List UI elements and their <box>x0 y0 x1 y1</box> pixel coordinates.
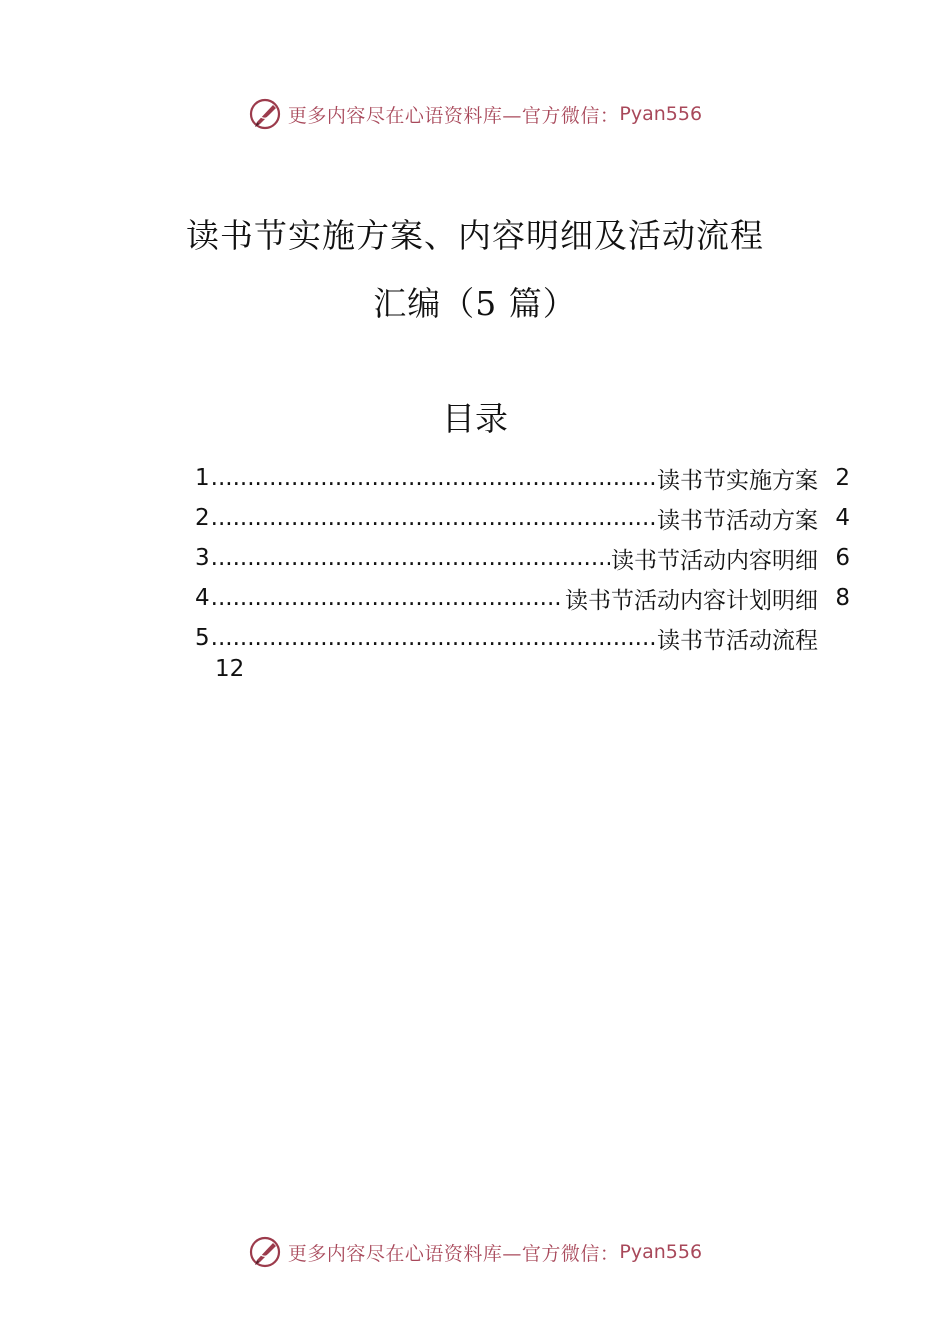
toc-entry-page: 12 <box>215 656 245 682</box>
toc-entry-label: 读书节活动内容计划明细 <box>565 587 818 614</box>
toc-leader-dots <box>211 505 656 531</box>
toc-entry-label: 读书节活动流程 <box>657 627 818 654</box>
toc-entry[interactable] <box>195 538 850 578</box>
toc-entry-page: 8 <box>835 585 850 611</box>
toc-entry-number: 3 <box>195 545 210 571</box>
toc-leader-dots <box>211 465 656 491</box>
toc-entry-label: 读书节活动内容明细 <box>611 547 818 574</box>
document-title-line-2: 汇编（5 篇） <box>373 284 577 323</box>
toc-leader-dots <box>211 585 564 611</box>
watermark-text: 更多内容尽在心语资料库—官方微信： <box>287 1242 620 1265</box>
toc-entry-page: 2 <box>835 465 850 491</box>
toc-entry[interactable] <box>195 578 850 618</box>
watermark-text: 更多内容尽在心语资料库—官方微信： <box>287 104 620 127</box>
toc-entry-number: 1 <box>195 465 210 491</box>
toc-entry-number: 2 <box>195 505 210 531</box>
toc-leader-dots <box>211 625 656 651</box>
header-watermark <box>0 94 950 134</box>
pen-circle-icon <box>248 97 282 131</box>
toc-entry[interactable] <box>195 618 850 658</box>
table-of-contents <box>195 458 850 680</box>
toc-entry-label: 读书节实施方案 <box>657 467 818 494</box>
toc-heading: 目录 <box>442 399 508 438</box>
toc-entry-label: 读书节活动方案 <box>657 507 818 534</box>
toc-entry-page: 4 <box>835 505 850 531</box>
toc-entry[interactable] <box>195 458 850 498</box>
toc-leader-dots <box>211 545 610 571</box>
toc-entry-page: 6 <box>835 545 850 571</box>
wechat-id: Pyan556 <box>619 103 703 125</box>
toc-entry[interactable] <box>195 498 850 538</box>
wechat-id: Pyan556 <box>619 1241 703 1263</box>
toc-entry-number: 5 <box>195 625 210 651</box>
pen-circle-icon <box>248 1235 282 1269</box>
document-title-line-1: 读书节实施方案、内容明细及活动流程 <box>186 216 764 255</box>
toc-entry-number: 4 <box>195 585 210 611</box>
footer-watermark <box>0 1232 950 1272</box>
